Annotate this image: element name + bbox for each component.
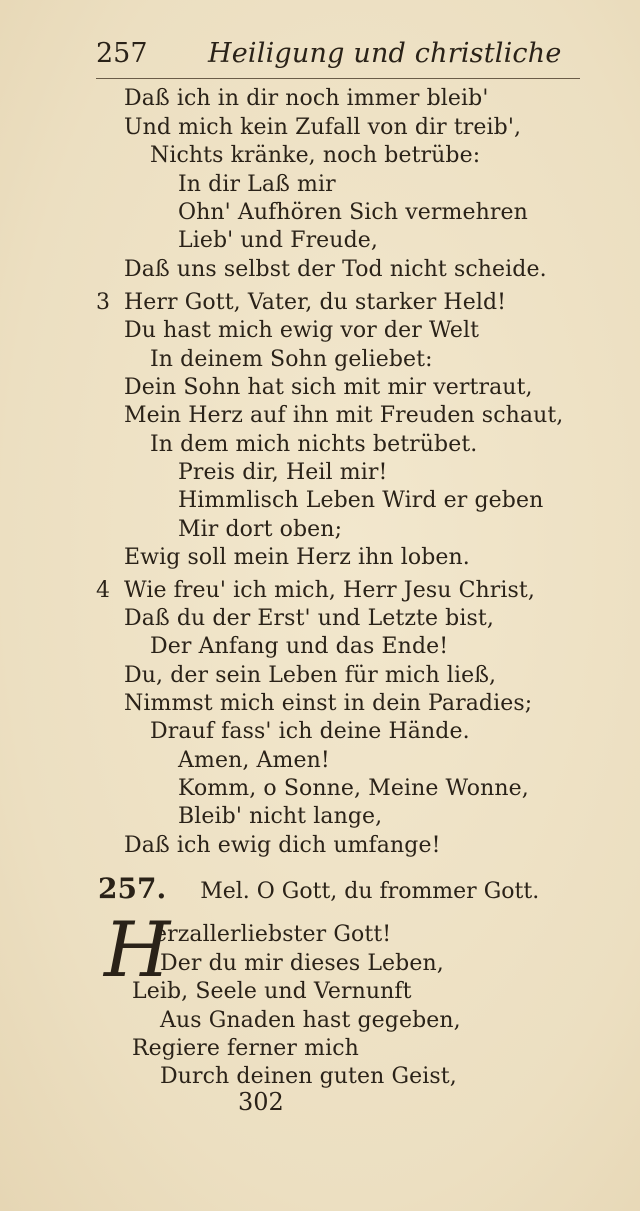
verse-line: Mir dort oben; (178, 517, 343, 542)
verse-line: Du hast mich ewig vor der Welt (124, 318, 480, 343)
hymn-number: 257. (98, 872, 167, 905)
verse-line: Und mich kein Zufall von dir treib', (124, 115, 522, 140)
verse-line: Mein Herz auf ihn mit Freuden schaut, (124, 403, 564, 428)
verse-line: Bleib' nicht lange, (178, 804, 383, 829)
verse-line: Preis dir, Heil mir! (178, 460, 388, 485)
header-rule (96, 78, 580, 79)
verse-line: Drauf fass' ich deine Hände. (150, 719, 470, 744)
running-header (0, 38, 640, 78)
verse-line: Daß du der Erst' und Letzte bist, (124, 606, 494, 631)
verse-line: In deinem Sohn geliebet: (150, 347, 433, 372)
footer-page-number: 302 (238, 1088, 284, 1116)
verse-line: Leib, Seele und Vernunft (132, 979, 412, 1004)
verse-line: Himmlisch Leben Wird er geben (178, 488, 544, 513)
verse-line: Durch deinen guten Geist, (160, 1064, 457, 1089)
verse-line: Der du mir dieses Leben, (160, 951, 444, 976)
verse-line: erzallerliebster Gott! (154, 922, 392, 947)
drop-cap: H (104, 905, 171, 994)
verse-line: Komm, o Sonne, Meine Wonne, (178, 776, 529, 801)
verse-line: Aus Gnaden hast gegeben, (160, 1008, 461, 1033)
verse-line: Dein Sohn hat sich mit mir vertraut, (124, 375, 533, 400)
verse-line: Nichts kränke, noch betrübe: (150, 143, 481, 168)
verse-line: Lieb' und Freude, (178, 228, 378, 253)
verse-line: Du, der sein Leben für mich ließ, (124, 663, 497, 688)
verse-line: Ewig soll mein Herz ihn loben. (124, 545, 470, 570)
verse-line: Wie freu' ich mich, Herr Jesu Christ, (124, 578, 535, 603)
header-title: Heiligung und christliche (208, 38, 562, 69)
verse-line: Daß ich ewig dich umfange! (124, 833, 441, 858)
verse-line: In dem mich nichts betrübet. (150, 432, 478, 457)
hymn-heading (98, 872, 539, 905)
stanza-number: 3 (96, 290, 110, 315)
melody-reference: Mel. O Gott, du frommer Gott. (200, 879, 540, 904)
verse-line: Regiere ferner mich (132, 1036, 359, 1061)
stanza-number: 4 (96, 578, 110, 603)
verse-line: Herr Gott, Vater, du starker Held! (124, 290, 507, 315)
verse-line: Daß ich in dir noch immer bleib' (124, 86, 489, 111)
verse-line: Amen, Amen! (178, 748, 330, 773)
verse-line: Daß uns selbst der Tod nicht scheide. (124, 257, 547, 282)
verse-line: In dir Laß mir (178, 172, 336, 197)
verse-line: Ohn' Aufhören Sich vermehren (178, 200, 528, 225)
header-page-number: 257 (96, 38, 148, 69)
verse-line: Nimmst mich einst in dein Paradies; (124, 691, 533, 716)
verse-line: Der Anfang und das Ende! (150, 634, 449, 659)
